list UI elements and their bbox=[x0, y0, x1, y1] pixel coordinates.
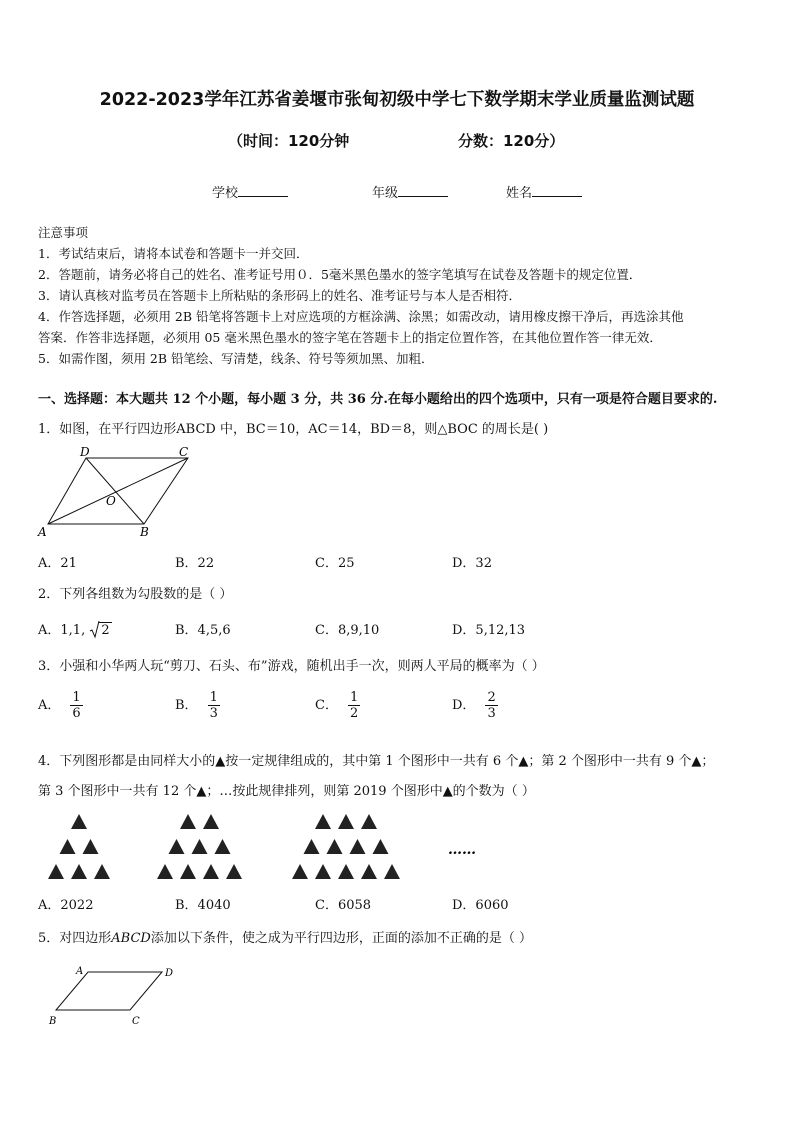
q4-ellipsis: …… bbox=[448, 842, 476, 858]
radical-sign-icon bbox=[89, 621, 100, 639]
q2-stem: 2．下列各组数为勾股数的是（ ） bbox=[38, 587, 233, 602]
school-field bbox=[212, 182, 288, 201]
triangle-icon bbox=[226, 864, 242, 879]
note-item: 3．请认真核对监考员在答题卡上所粘贴的条形码上的姓名、准考证号与本人是否相符． bbox=[38, 288, 521, 303]
triangle-icon bbox=[203, 814, 219, 829]
q1-stem: 1．如图，在平行四边形ABCD 中，BC＝10，AC＝14，BD＝8，则△BOC 的周长是( ) bbox=[38, 422, 549, 437]
exam-title: 2022-2023学年江苏省姜堰市张甸初级中学七下数学期末学业质量监测试题 bbox=[99, 90, 695, 110]
exam-score: 分数：120分） bbox=[458, 132, 565, 150]
q1-parallelogram-figure bbox=[34, 444, 204, 540]
q3-option-b-label: B． bbox=[175, 698, 198, 713]
note-item: 答案．作答非选择题，必须用 05 毫米黑色墨水的签字笔在答题卡上的指定位置作答，在其他位置作答一律无效． bbox=[38, 330, 662, 345]
q2-option-d[interactable]: D．5,12,13 bbox=[452, 623, 526, 638]
q2-sqrt bbox=[89, 623, 111, 638]
triangle-icon bbox=[304, 839, 320, 854]
notes-block bbox=[38, 222, 758, 369]
grade-field bbox=[372, 182, 448, 201]
triangle-icon bbox=[83, 839, 99, 854]
triangle-icon bbox=[338, 864, 354, 879]
q5-parallelogram bbox=[56, 972, 162, 1010]
q3-option-c[interactable] bbox=[315, 690, 360, 721]
q3-stem: 3．小强和小华两人玩“剪刀、石头、布”游戏，随机出手一次，则两人平局的概率为（ ） bbox=[38, 659, 545, 674]
triangle-icon bbox=[350, 839, 366, 854]
q1-option-a[interactable]: A．21 bbox=[38, 556, 77, 571]
q4-option-c[interactable]: C．6058 bbox=[315, 898, 372, 913]
note-item: 2．答题前，请务必将自己的姓名、准考证号用０．5毫米黑色墨水的签字笔填写在试卷及答题卡的规定位置． bbox=[38, 267, 642, 282]
triangle-icon bbox=[215, 839, 231, 854]
fraction-denominator: 6 bbox=[72, 706, 81, 721]
fraction-numerator: 1 bbox=[72, 690, 81, 705]
q3-option-b-fraction bbox=[208, 690, 220, 721]
q5-stem-prefix: 5．对四边形 bbox=[38, 931, 112, 946]
notes-heading: 注意事项 bbox=[38, 225, 89, 240]
triangle-icon bbox=[180, 864, 196, 879]
q4-option-a[interactable]: A．2022 bbox=[38, 898, 94, 913]
triangle-icon bbox=[180, 814, 196, 829]
q1-diagonal-bd bbox=[86, 458, 144, 524]
q3-option-b[interactable] bbox=[175, 690, 220, 721]
school-label: 学校 bbox=[212, 186, 239, 201]
q1-option-b[interactable]: B．22 bbox=[175, 556, 215, 571]
grade-blank[interactable] bbox=[398, 183, 448, 197]
triangle-icon bbox=[60, 839, 76, 854]
q4-stem-line1: 4．下列图形都是由同样大小的▲按一定规律组成的，其中第 1 个图形中一共有 6 个▲；第 2 个图形中一共有 9 个▲； bbox=[38, 754, 715, 769]
fraction-numerator: 1 bbox=[349, 690, 359, 705]
q5-stem bbox=[38, 927, 532, 946]
triangle-icon bbox=[203, 864, 219, 879]
triangle-icon bbox=[192, 839, 208, 854]
triangle-icon bbox=[361, 814, 377, 829]
triangle-icon bbox=[315, 864, 331, 879]
school-blank[interactable] bbox=[238, 183, 288, 197]
q1-diagonal-ac bbox=[48, 458, 188, 524]
q1-label-b: B bbox=[140, 525, 149, 539]
q3-option-d[interactable] bbox=[452, 690, 498, 721]
section-heading: 一、选择题：本大题共 12 个小题，每小题 3 分，共 36 分.在每小题给出的四个选项中，只有一项是符合题目要求的. bbox=[38, 392, 718, 407]
q5-label-a: A bbox=[76, 966, 84, 977]
triangle-icon bbox=[315, 814, 331, 829]
triangle-icon bbox=[71, 864, 87, 879]
q4-triangle-pattern-figure bbox=[40, 808, 500, 883]
triangle-icon bbox=[373, 839, 389, 854]
q5-stem-suffix: 添加以下条件，使之成为平行四边形，正面的添加不正确的是（ ） bbox=[150, 931, 532, 946]
q2-option-a-prefix: A．1,1, bbox=[38, 623, 86, 638]
q3-option-d-label: D． bbox=[452, 698, 476, 713]
triangle-icon bbox=[71, 814, 87, 829]
fraction-numerator: 1 bbox=[209, 690, 218, 705]
q5-label-c: C bbox=[132, 1016, 140, 1027]
fraction-denominator: 2 bbox=[349, 706, 359, 721]
q1-option-c[interactable]: C．25 bbox=[315, 556, 355, 571]
fraction-denominator: 3 bbox=[487, 706, 496, 721]
q3-option-c-label: C． bbox=[315, 698, 338, 713]
fraction-numerator: 2 bbox=[487, 690, 496, 705]
triangle-icon bbox=[292, 864, 308, 879]
triangle-icon bbox=[384, 864, 400, 879]
q3-option-c-fraction bbox=[348, 690, 360, 721]
q5-label-d: D bbox=[165, 968, 174, 979]
q1-label-a: A bbox=[38, 525, 47, 539]
exam-time: （时间：120分钟 bbox=[228, 132, 350, 150]
q2-option-b[interactable]: B．4,5,6 bbox=[175, 623, 231, 638]
q5-parallelogram-figure bbox=[44, 962, 184, 1032]
triangle-icon bbox=[169, 839, 185, 854]
q1-label-c: C bbox=[179, 445, 189, 459]
q4-option-b[interactable]: B．4040 bbox=[175, 898, 231, 913]
q5-stem-italic: ABCD bbox=[111, 931, 151, 946]
triangle-icon bbox=[327, 839, 343, 854]
q3-option-a-fraction bbox=[70, 690, 82, 721]
triangle-icon bbox=[361, 864, 377, 879]
q1-option-d[interactable]: D．32 bbox=[452, 556, 492, 571]
q1-label-o: O bbox=[106, 494, 116, 508]
triangle-icon bbox=[94, 864, 110, 879]
triangle-icon bbox=[48, 864, 64, 879]
name-field bbox=[506, 182, 582, 201]
name-blank[interactable] bbox=[532, 183, 582, 197]
q3-option-a-label: A． bbox=[38, 698, 61, 713]
q5-label-b: B bbox=[49, 1016, 57, 1027]
q3-option-a[interactable] bbox=[38, 690, 83, 721]
triangle-icon bbox=[157, 864, 173, 879]
note-item: 4．作答选择题，必须用 2B 铅笔将答题卡上对应选项的方框涂满、涂黑；如需改动，请用橡皮擦干净后，再选涂其他 bbox=[38, 309, 684, 324]
q2-option-a[interactable] bbox=[38, 619, 112, 638]
q2-option-c[interactable]: C．8,9,10 bbox=[315, 623, 380, 638]
q3-option-d-fraction bbox=[485, 690, 497, 721]
name-label: 姓名 bbox=[506, 186, 533, 201]
note-item: 1．考试结束后，请将本试卷和答题卡一并交回． bbox=[38, 246, 309, 261]
q1-label-d: D bbox=[80, 445, 90, 459]
triangle-icon bbox=[338, 814, 354, 829]
grade-label: 年级 bbox=[372, 186, 399, 201]
q2-radicand: 2 bbox=[101, 623, 110, 638]
note-item: 5．如需作图，须用 2B 铅笔绘、写清楚，线条、符号等须加黑、加粗． bbox=[38, 351, 434, 366]
q4-option-d[interactable]: D．6060 bbox=[452, 898, 509, 913]
q4-stem-line2: 第 3 个图形中一共有 12 个▲；…按此规律排列，则第 2019 个图形中▲的个数为（ ） bbox=[38, 784, 535, 799]
fraction-denominator: 3 bbox=[209, 706, 218, 721]
